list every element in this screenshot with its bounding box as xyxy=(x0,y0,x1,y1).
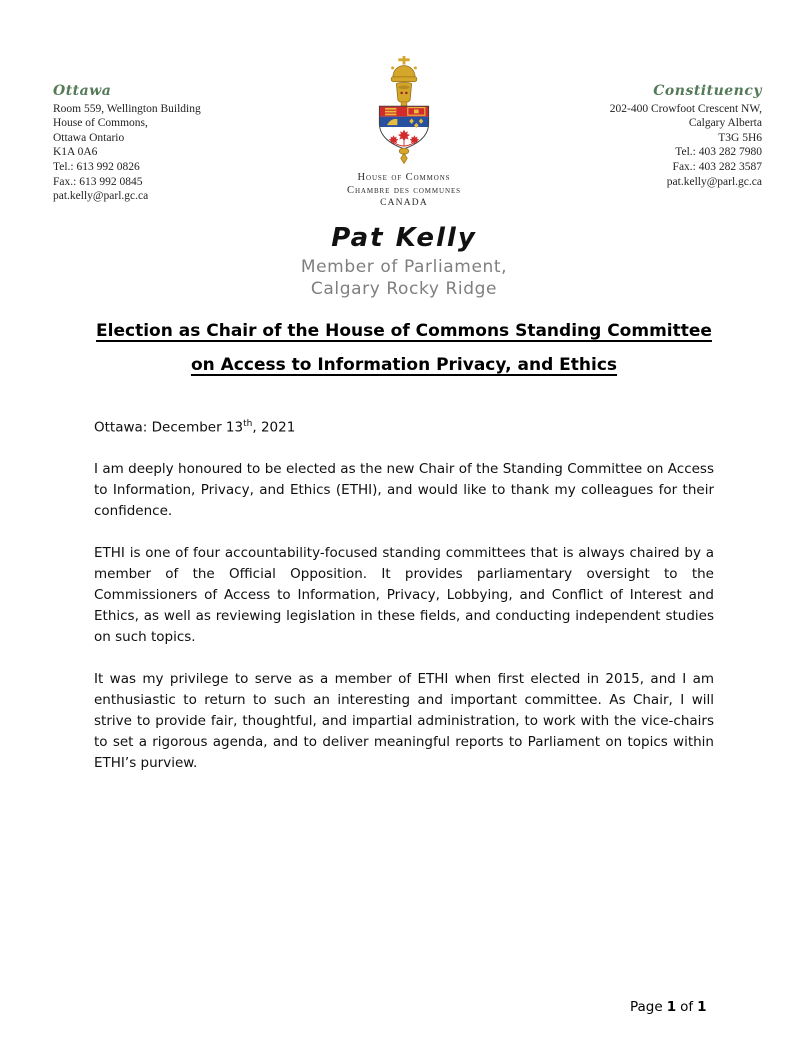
address-line: Calgary Alberta xyxy=(688,117,762,130)
phone-line: Tel.: 403 282 7980 xyxy=(675,146,762,159)
letterhead-center xyxy=(0,56,808,300)
constituency-office-heading: Constituency xyxy=(653,83,762,99)
phone-line: Tel.: 613 992 0826 xyxy=(53,160,140,173)
document-title-line1: Election as Chair of the House of Commons Standing Committee xyxy=(96,321,712,341)
paragraph: I am deeply honoured to be elected as the new Chair of the Standing Committee on Access to Information, Privacy, and Ethics (ETHI), and would like to thank my colleagues for their confidence. xyxy=(94,460,714,519)
member-role-line1: Member of Parliament, xyxy=(300,257,508,277)
ottawa-office-heading: Ottawa xyxy=(53,83,112,99)
email-line: pat.kelly@parl.gc.ca xyxy=(666,175,762,188)
fax-line: Fax.: 403 282 3587 xyxy=(672,160,762,173)
member-name: Pat Kelly xyxy=(331,223,477,253)
address-line: T3G 5H6 xyxy=(718,131,762,144)
org-country: CANADA xyxy=(380,198,428,208)
dateline-text: Ottawa: December 13 xyxy=(94,419,244,436)
dateline-ordinal: th xyxy=(243,419,253,429)
email-line: pat.kelly@parl.gc.ca xyxy=(53,190,149,203)
org-name-en: House of Commons xyxy=(357,172,451,183)
document-title-line2: on Access to Information Privacy, and Ethics xyxy=(190,355,618,375)
address-line: Ottawa Ontario xyxy=(53,131,125,144)
address-line: House of Commons, xyxy=(53,117,148,130)
footer-total-pages: 1 xyxy=(697,999,707,1015)
paragraph: ETHI is one of four accountability-focused standing committees that is always chaired by a member of the Official Opposition. It provides parliamentary oversight to the Commissioners of Access to Information, Privacy, Lobbying, and Conflict of Interest and Ethics, as well as reviewing legislation in these fields, and conducting independent studies on such topics. xyxy=(94,544,714,645)
house-of-commons-mace-crest-icon xyxy=(372,149,436,168)
address-line: 202-400 Crowfoot Crescent NW, xyxy=(609,102,762,115)
member-role-line2: Calgary Rocky Ridge xyxy=(310,279,498,299)
letter-body xyxy=(94,414,714,795)
footer-label-of: of xyxy=(680,999,694,1015)
address-line: K1A 0A6 xyxy=(53,146,98,159)
footer-current-page: 1 xyxy=(666,999,677,1015)
crest-caption xyxy=(0,171,808,210)
dateline xyxy=(94,414,714,439)
member-role xyxy=(0,256,808,300)
paragraph: It was my privilege to serve as a member of ETHI when first elected in 2015, and I am enthusiastic to return to such an interesting and important committee. As Chair, I will strive to provide fair, thoughtful, and impartial administration, to work with the vice-chairs to set a rigorous agenda, and to deliver meaningful reports to Parliament on topics within ETHI’s purview. xyxy=(94,670,714,771)
org-name-fr: Chambre des communes xyxy=(347,185,461,196)
dateline-year: , 2021 xyxy=(252,419,296,436)
address-line: Room 559, Wellington Building xyxy=(53,102,201,115)
fax-line: Fax.: 613 992 0845 xyxy=(53,175,143,188)
page-number-footer xyxy=(630,999,711,1015)
document-title xyxy=(0,314,808,382)
footer-label-page: Page xyxy=(630,999,663,1015)
